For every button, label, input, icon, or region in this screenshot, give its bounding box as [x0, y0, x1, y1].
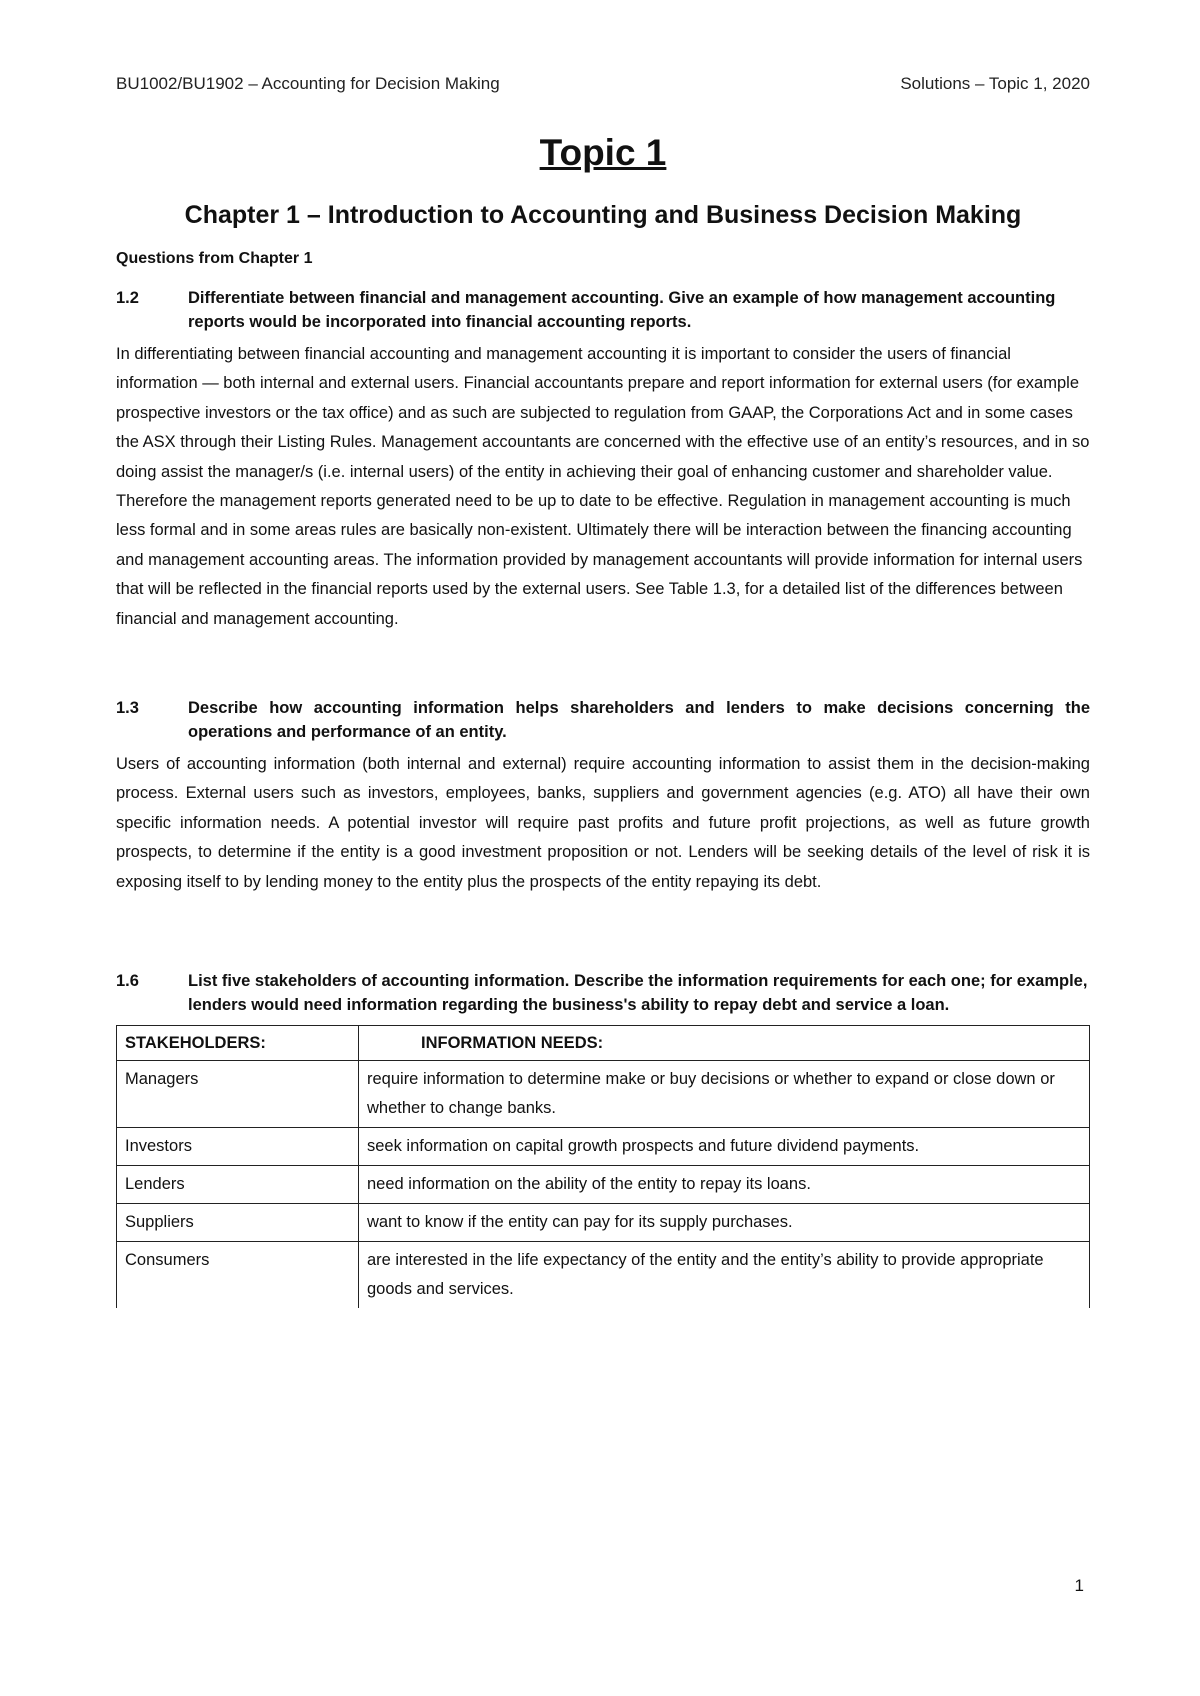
topic-title: Topic 1 [539, 132, 667, 173]
question-1-6 [116, 969, 1090, 1017]
table-row [117, 1061, 1090, 1128]
question-1-3 [116, 696, 1090, 744]
table-row [117, 1204, 1090, 1242]
answer-1-3: Users of accounting information (both internal and external) require accounting information to assist them in the decision-making process. External users such as investors, employees, banks, suppliers and government agencies (e.g. ATO) all have their own specific information needs. A potential investor will require past profits and future profit projections, as well as future growth prospects, to determine if the entity is a good investment proposition or not. Lenders will be seeking details of the level of risk it is exposing itself to by lending money to the entity plus the prospects of the entity repaying its debt. [116, 755, 1090, 891]
header-course-title: BU1002/BU1902 – Accounting for Decision Making [116, 74, 500, 93]
stakeholders-table [116, 1025, 1090, 1308]
table-cell-stakeholder: Suppliers [117, 1204, 359, 1242]
table-cell-stakeholder: Consumers [117, 1242, 359, 1309]
table-cell-needs: want to know if the entity can pay for its supply purchases. [359, 1204, 1090, 1242]
chapter-title: Chapter 1 – Introduction to Accounting and Business Decision Making [184, 201, 1022, 229]
table-cell-needs: require information to determine make or buy decisions or whether to expand or close down or whether to change banks. [359, 1061, 1090, 1128]
answer-1-2: In differentiating between financial accounting and management accounting it is important to consider the users of financial information — both internal and external users. Financial accountants prepare and report information for external users (for example prospective investors or the tax office) and as such are subjected to regulation from GAAP, the Corporations Act and in some cases the ASX through their Listing Rules. Management accountants are concerned with the effective use of an entity’s resources, and in so doing assist the manager/s (i.e. internal users) of the entity in achieving their goal of enhancing customer and shareholder value. Therefore the management reports generated need to be up to date to be effective. Regulation in management accounting is much less formal and in some areas rules are basically non-existent. Ultimately there will be interaction between the financing accounting and management accounting areas. The information provided by management accountants will provide information for internal users that will be reflected in the financial reports used by the external users. See Table 1.3, for a detailed list of the differences between financial and management accounting. [116, 345, 1090, 628]
question-number: 1.6 [116, 972, 139, 991]
table-cell-needs: seek information on capital growth prospects and future dividend payments. [359, 1128, 1090, 1166]
question-text: List five stakeholders of accounting information. Describe the information requirements for each one; for example, lenders would need information regarding the business's ability to repay debt and service a loan. [188, 972, 1088, 1015]
spacer [116, 897, 1090, 969]
question-number: 1.3 [116, 699, 139, 718]
page-content [116, 130, 1090, 1308]
question-text: Describe how accounting information helps shareholders and lenders to make decisions concerning the operations and performance of an entity. [188, 699, 1090, 742]
question-text: Differentiate between financial and management accounting. Give an example of how management accounting reports would be incorporated into financial accounting reports. [188, 289, 1056, 331]
questions-from-heading: Questions from Chapter 1 [116, 250, 313, 267]
header-solutions-label: Solutions – Topic 1, 2020 [900, 74, 1090, 93]
table-header-row [117, 1026, 1090, 1061]
table-cell-stakeholder: Lenders [117, 1166, 359, 1204]
page-number: 1 [1074, 1576, 1084, 1595]
spacer [116, 634, 1090, 696]
page-header [116, 74, 1090, 100]
table-row [117, 1242, 1090, 1309]
question-number: 1.2 [116, 289, 139, 307]
table-row [117, 1128, 1090, 1166]
table-cell-stakeholder: Managers [117, 1061, 359, 1128]
table-header-stakeholders: STAKEHOLDERS: [117, 1026, 359, 1061]
table-cell-needs: are interested in the life expectancy of the entity and the entity’s ability to provide appropriate goods and services. [359, 1242, 1090, 1309]
question-1-2 [116, 286, 1090, 334]
table-row [117, 1166, 1090, 1204]
table-cell-needs: need information on the ability of the entity to repay its loans. [359, 1166, 1090, 1204]
table-cell-stakeholder: Investors [117, 1128, 359, 1166]
table-header-information-needs: INFORMATION NEEDS: [359, 1026, 1090, 1061]
